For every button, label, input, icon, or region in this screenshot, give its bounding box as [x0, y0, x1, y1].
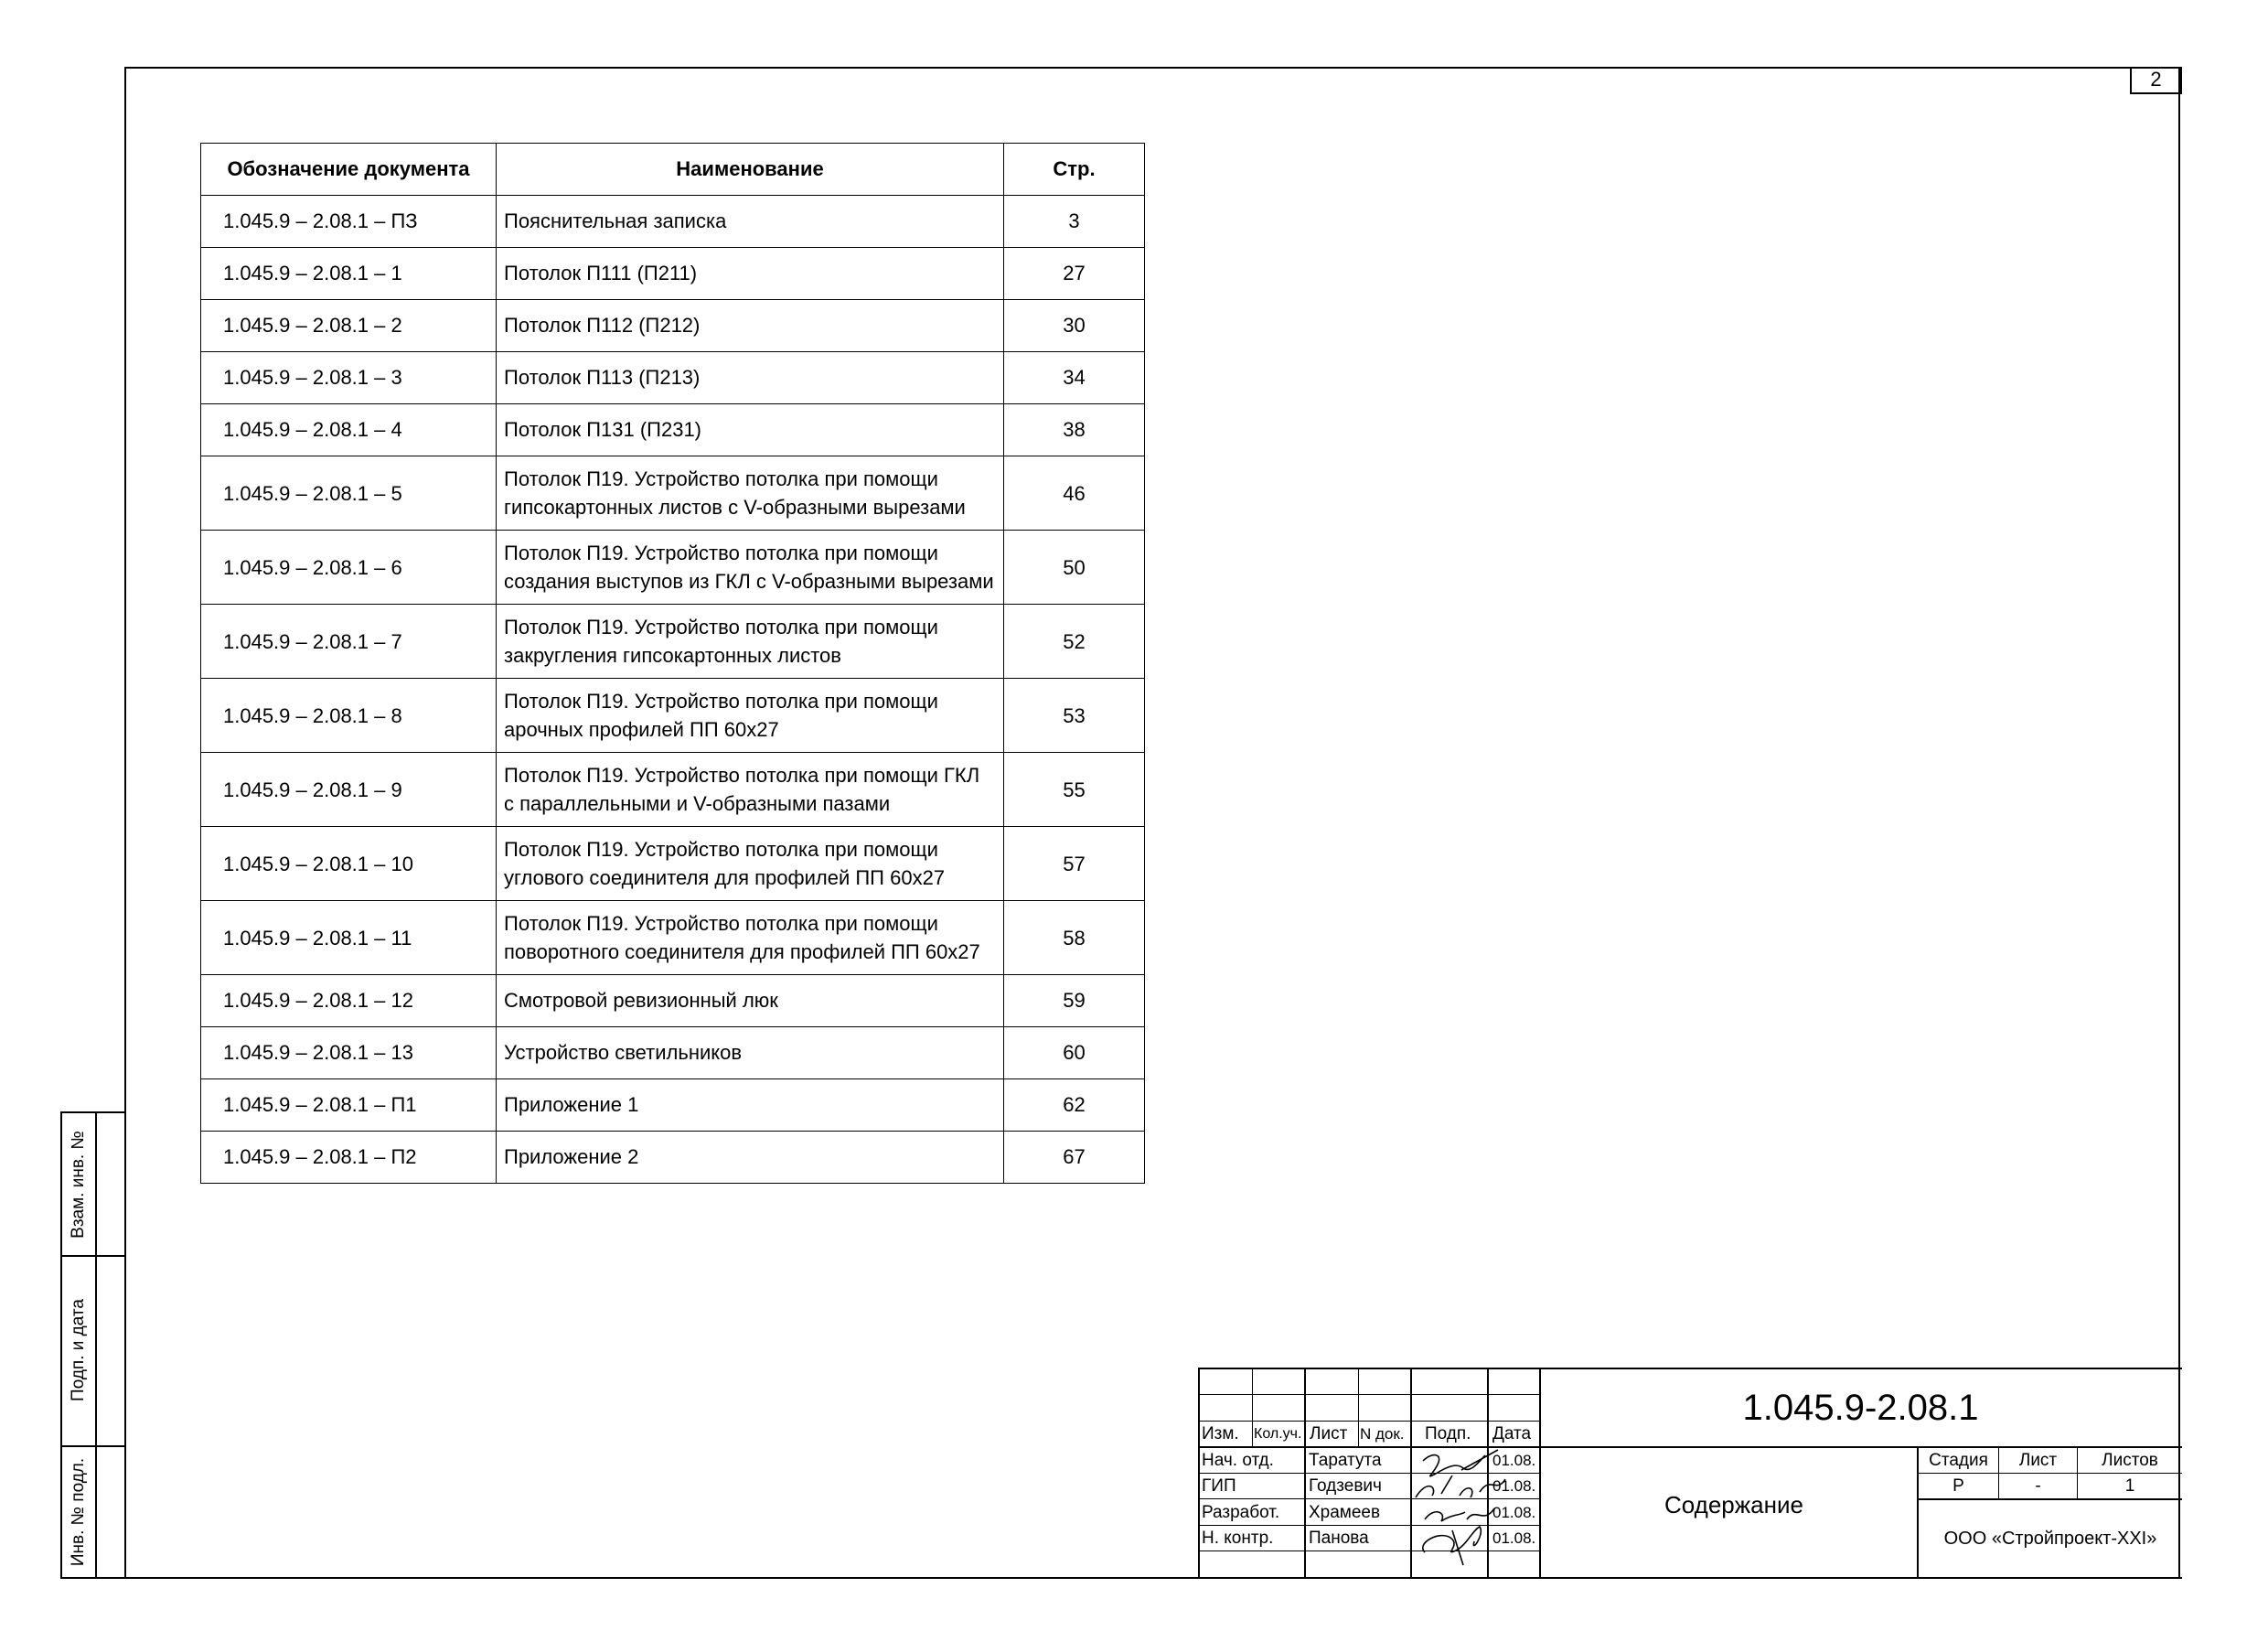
sheets-value: 1	[2124, 1475, 2135, 1496]
contents-row	[201, 248, 1145, 300]
row-designation: 1.045.9 – 2.08.1 – 7	[201, 605, 497, 679]
contents-body	[201, 196, 1145, 1184]
row-name	[497, 975, 1004, 1027]
side-stamp-inv: Инв. № подл.	[69, 1457, 88, 1567]
row-designation: 1.045.9 – 2.08.1 – 2	[201, 300, 497, 352]
row-name-line: создания выступов из ГКЛ с V-образными вырезами	[504, 570, 994, 593]
row-name-line: Потолок П113 (П213)	[504, 366, 701, 389]
row-page: 30	[1004, 300, 1145, 352]
row-name-line: углового соединителя для профилей ПП 60х27	[504, 866, 946, 889]
row-name-line: Устройство светильников	[504, 1041, 743, 1064]
signatory-role: Разработ.	[1202, 1502, 1280, 1522]
contents-row	[201, 975, 1145, 1027]
row-page: 57	[1004, 827, 1145, 901]
row-name	[497, 531, 1004, 605]
row-designation: 1.045.9 – 2.08.1 – 9	[201, 753, 497, 827]
row-name	[497, 827, 1004, 901]
signatory-date: 01.08.	[1492, 1476, 1536, 1495]
contents-row	[201, 1132, 1145, 1184]
contents-row	[201, 679, 1145, 753]
stage-value: Р	[1952, 1475, 1964, 1496]
row-name-line: Потолок П19. Устройство потолка при помощи	[504, 467, 938, 490]
row-designation: 1.045.9 – 2.08.1 – П1	[201, 1079, 497, 1132]
row-designation: 1.045.9 – 2.08.1 – 4	[201, 404, 497, 456]
contents-row	[201, 605, 1145, 679]
stage-header: Стадия	[1929, 1450, 1988, 1470]
row-name-line: поворотного соединителя для профилей ПП 60х27	[504, 940, 980, 963]
row-designation: 1.045.9 – 2.08.1 – 10	[201, 827, 497, 901]
document-designation: 1.045.9-2.08.1	[1742, 1387, 1979, 1428]
row-designation: 1.045.9 – 2.08.1 – 8	[201, 679, 497, 753]
row-name	[497, 1027, 1004, 1079]
row-name-line: Потолок П19. Устройство потолка при помощи	[504, 542, 938, 564]
side-stamp	[60, 1111, 126, 1579]
row-page: 59	[1004, 975, 1145, 1027]
contents-row	[201, 196, 1145, 248]
sheet-number: 2	[2130, 67, 2182, 94]
col-izm: Изм.	[1202, 1424, 1239, 1443]
title-block	[1198, 1368, 2182, 1579]
sheets-header: Листов	[2102, 1450, 2158, 1470]
signatory-date: 01.08.	[1492, 1529, 1536, 1547]
row-name	[497, 352, 1004, 404]
row-page: 53	[1004, 679, 1145, 753]
row-name	[497, 248, 1004, 300]
row-name	[497, 196, 1004, 248]
row-page: 52	[1004, 605, 1145, 679]
row-name-line: с параллельными и V-образными пазами	[504, 792, 891, 815]
signatory-name: Таратута	[1309, 1450, 1382, 1470]
row-page: 60	[1004, 1027, 1145, 1079]
side-stamp-podp: Подп. и дата	[69, 1299, 88, 1401]
col-podp: Подп.	[1425, 1424, 1471, 1443]
signatory-name: Храмеев	[1309, 1502, 1381, 1522]
contents-row	[201, 404, 1145, 456]
row-page: 67	[1004, 1132, 1145, 1184]
contents-row	[201, 531, 1145, 605]
row-designation: 1.045.9 – 2.08.1 – 1	[201, 248, 497, 300]
row-name-line: закругления гипсокартонных листов	[504, 644, 841, 667]
row-name-line: Потолок П19. Устройство потолка при помощи	[504, 838, 938, 861]
contents-row	[201, 1027, 1145, 1079]
row-page: 3	[1004, 196, 1145, 248]
col-data: Дата	[1492, 1424, 1532, 1443]
col-list: Лист	[1310, 1424, 1348, 1443]
signatory-date: 01.08.	[1492, 1451, 1536, 1469]
row-name	[497, 901, 1004, 975]
row-name-line: арочных профилей ПП 60х27	[504, 718, 779, 741]
row-name	[497, 300, 1004, 352]
side-stamp-vzam: Взам. инв. №	[69, 1130, 88, 1239]
header-designation: Обозначение документа	[201, 144, 497, 196]
row-designation: 1.045.9 – 2.08.1 – 6	[201, 531, 497, 605]
row-page: 58	[1004, 901, 1145, 975]
row-designation: 1.045.9 – 2.08.1 – 5	[201, 456, 497, 531]
row-page: 62	[1004, 1079, 1145, 1132]
row-name	[497, 605, 1004, 679]
signatory-name: Панова	[1309, 1528, 1369, 1548]
handwritten-signatures	[1407, 1443, 1544, 1580]
col-ndok: N док.	[1360, 1425, 1405, 1443]
contents-row	[201, 1079, 1145, 1132]
row-designation: 1.045.9 – 2.08.1 – 13	[201, 1027, 497, 1079]
row-name-line: Потолок П112 (П212)	[504, 314, 701, 337]
row-name	[497, 404, 1004, 456]
row-name-line: Пояснительная записка	[504, 209, 727, 232]
row-name-line: Приложение 2	[504, 1145, 639, 1168]
header-page: Стр.	[1004, 144, 1145, 196]
contents-row	[201, 901, 1145, 975]
header-name: Наименование	[497, 144, 1004, 196]
contents-table	[200, 143, 1145, 1184]
sheet-header: Лист	[2018, 1450, 2058, 1470]
row-name-line: Потолок П131 (П231)	[504, 418, 702, 441]
row-name	[497, 1132, 1004, 1184]
row-page: 46	[1004, 456, 1145, 531]
sheet-value: -	[2035, 1475, 2041, 1496]
row-name	[497, 679, 1004, 753]
row-name-line: Потолок П19. Устройство потолка при помощи	[504, 616, 938, 638]
row-designation: 1.045.9 – 2.08.1 – 11	[201, 901, 497, 975]
row-name-line: Потолок П19. Устройство потолка при помощи ГКЛ	[504, 764, 980, 787]
contents-row	[201, 456, 1145, 531]
row-designation: 1.045.9 – 2.08.1 – П2	[201, 1132, 497, 1184]
signatory-role: ГИП	[1202, 1475, 1236, 1496]
col-kol: Кол.уч.	[1254, 1426, 1302, 1442]
organization-name: ООО «Стройпроект-XXI»	[1943, 1528, 2157, 1549]
row-name	[497, 1079, 1004, 1132]
contents-header-row	[201, 144, 1145, 196]
contents-row	[201, 352, 1145, 404]
row-designation: 1.045.9 – 2.08.1 – ПЗ	[201, 196, 497, 248]
row-designation: 1.045.9 – 2.08.1 – 3	[201, 352, 497, 404]
row-name-line: Потолок П19. Устройство потолка при помощи	[504, 912, 938, 935]
row-page: 50	[1004, 531, 1145, 605]
row-page: 27	[1004, 248, 1145, 300]
row-page: 34	[1004, 352, 1145, 404]
contents-row	[201, 753, 1145, 827]
row-name	[497, 456, 1004, 531]
row-name-line: Приложение 1	[504, 1093, 639, 1116]
signatory-role: Н. контр.	[1202, 1528, 1274, 1548]
signatory-date: 01.08.	[1492, 1503, 1536, 1521]
contents-row	[201, 827, 1145, 901]
contents-row	[201, 300, 1145, 352]
row-page: 38	[1004, 404, 1145, 456]
signatory-role: Нач. отд.	[1202, 1450, 1274, 1470]
document-title: Содержание	[1664, 1490, 1803, 1518]
row-name	[497, 753, 1004, 827]
row-name-line: Потолок П111 (П211)	[504, 262, 698, 284]
row-page: 55	[1004, 753, 1145, 827]
row-name-line: Потолок П19. Устройство потолка при помощи	[504, 690, 938, 713]
signatory-name: Годзевич	[1309, 1475, 1382, 1496]
row-name-line: гипсокартонных листов с V-образными вырезами	[504, 496, 966, 519]
row-name-line: Смотровой ревизионный люк	[504, 989, 778, 1012]
row-designation: 1.045.9 – 2.08.1 – 12	[201, 975, 497, 1027]
